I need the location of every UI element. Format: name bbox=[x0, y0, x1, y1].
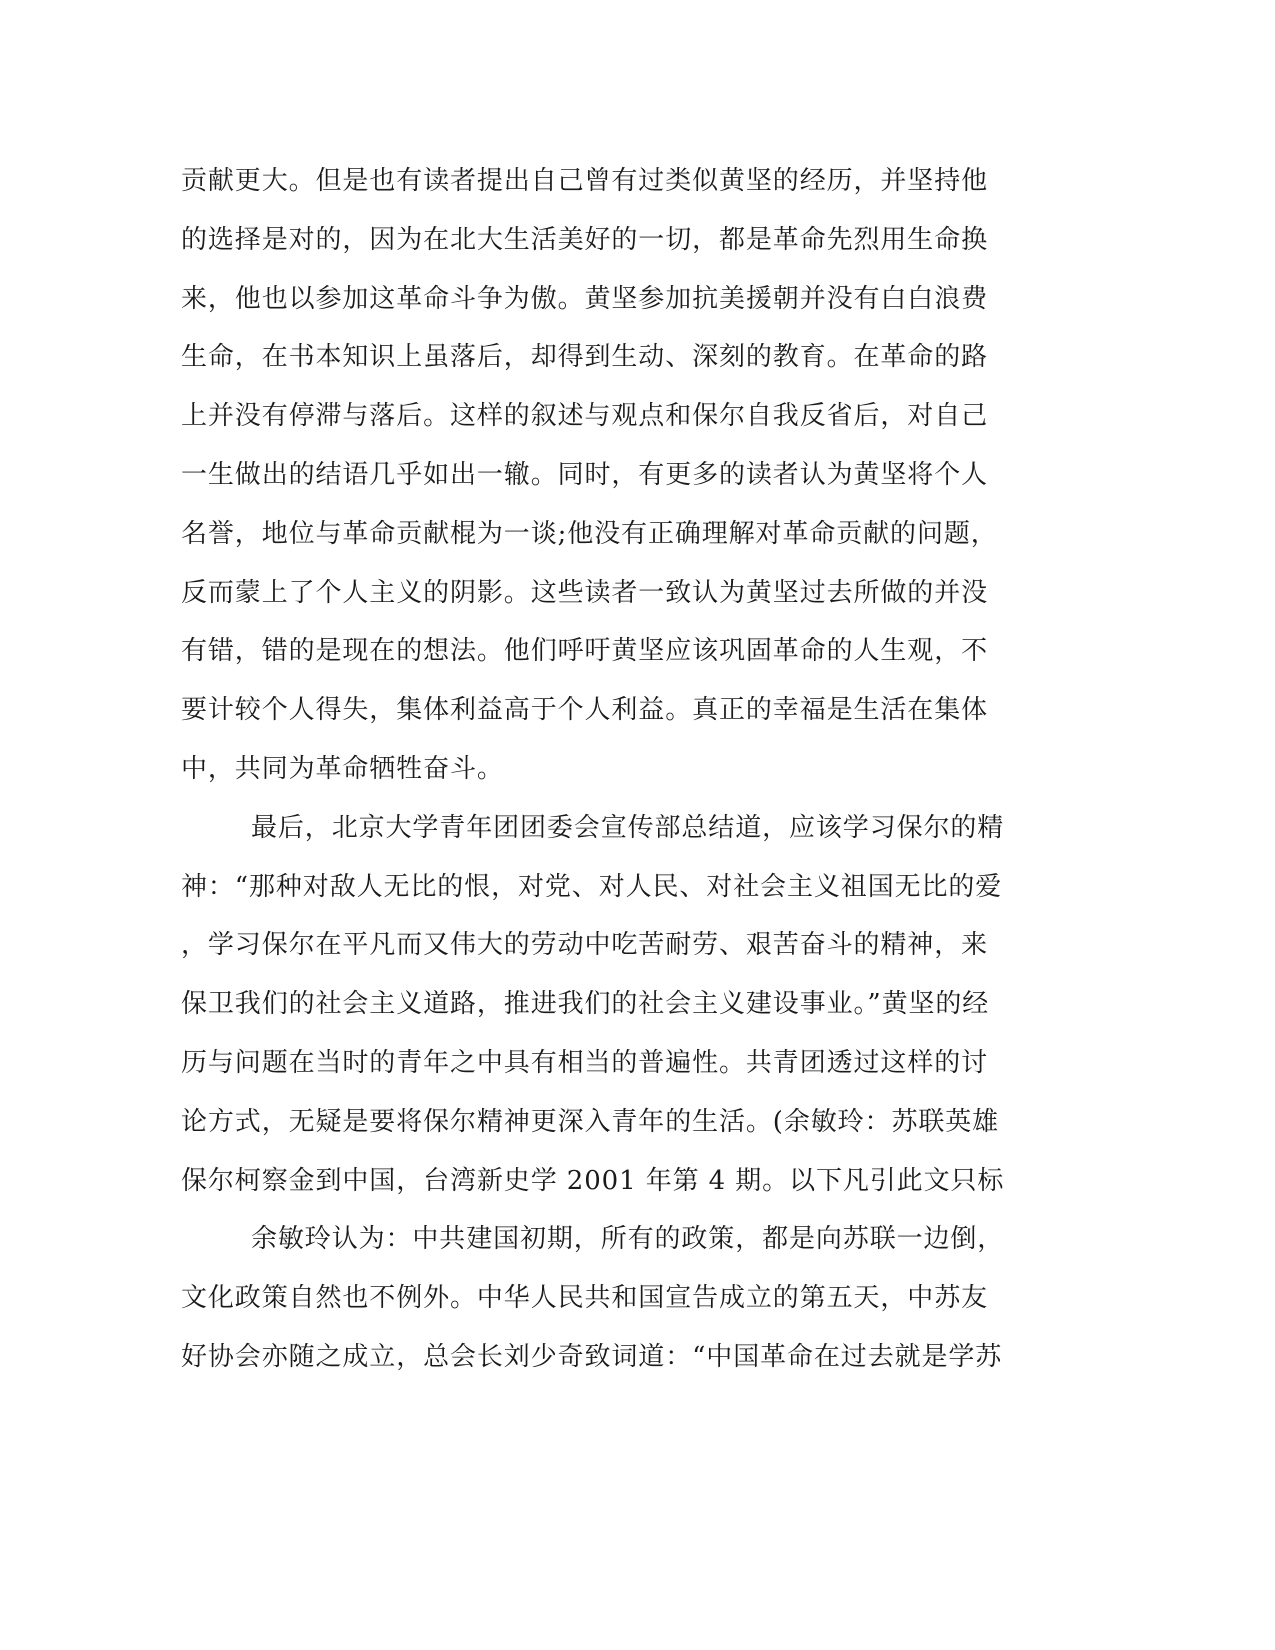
text-line: 一生做出的结语几乎如出一辙。同时，有更多的读者认为黄坚将个人 bbox=[181, 459, 989, 490]
text-line: 文化政策自然也不例外。中华人民共和国宣告成立的第五天，中苏友 bbox=[181, 1283, 989, 1314]
text-line: 上并没有停滞与落后。这样的叙述与观点和保尔自我反省后，对自己 bbox=[181, 401, 989, 432]
text-line: 神：“那种对敌人无比的恨，对党、对人民、对社会主义祖国无比的爱 bbox=[181, 871, 1003, 902]
text-line: 的选择是对的，因为在北大生活美好的一切，都是革命先烈用生命换 bbox=[181, 224, 989, 255]
text-line: 要计较个人得失，集体利益高于个人利益。真正的幸福是生活在集体 bbox=[181, 695, 989, 726]
text-line: 好协会亦随之成立，总会长刘少奇致词道：“中国革命在过去就是学苏 bbox=[181, 1341, 1003, 1372]
text-line: 来，他也以参加这革命斗争为傲。黄坚参加抗美援朝并没有白白浪费 bbox=[181, 283, 989, 314]
text-line: 中，共同为革命牺牲奋斗。 bbox=[181, 753, 504, 784]
text-line: 有错，错的是现在的想法。他们呼吁黄坚应该巩固革命的人生观，不 bbox=[181, 636, 989, 667]
text-line: 论方式，无疑是要将保尔精神更深入青年的生活。(余敏玲：苏联英雄 bbox=[181, 1106, 1000, 1137]
text-line: 历与问题在当时的青年之中具有相当的普遍性。共青团透过这样的讨 bbox=[181, 1047, 989, 1078]
text-line: 保尔柯察金到中国，台湾新史学 2001 年第 4 期。以下凡引此文只标 bbox=[181, 1165, 1005, 1196]
paragraph-start-line: 余敏玲认为：中共建国初期，所有的政策，都是向苏联一边倒， bbox=[251, 1224, 1005, 1255]
text-line: 反而蒙上了个人主义的阴影。这些读者一致认为黄坚过去所做的并没 bbox=[181, 577, 989, 608]
text-line: ，学习保尔在平凡而又伟大的劳动中吃苦耐劳、艰苦奋斗的精神，来 bbox=[181, 930, 989, 961]
text-line: 保卫我们的社会主义道路，推进我们的社会主义建设事业。”黄坚的经 bbox=[181, 989, 990, 1020]
text-line: 贡献更大。但是也有读者提出自己曾有过类似黄坚的经历，并坚持他 bbox=[181, 166, 989, 196]
text-line: 生命，在书本知识上虽落后，却得到生动、深刻的教育。在革命的路 bbox=[181, 342, 989, 373]
text-line: 名誉，地位与革命贡献棍为一谈;他没有正确理解对革命贡献的问题， bbox=[181, 518, 998, 549]
paragraph-start-line: 最后，北京大学青年团团委会宣传部总结道，应该学习保尔的精 bbox=[251, 812, 1005, 843]
body-text bbox=[181, 152, 1041, 1387]
